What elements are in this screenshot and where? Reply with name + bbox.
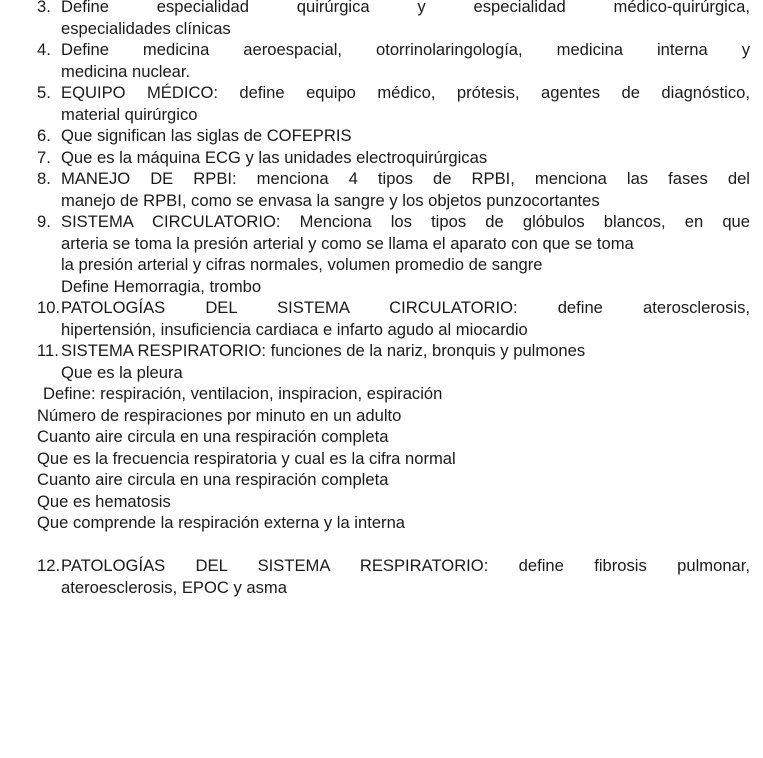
question-number: 7. (37, 147, 51, 167)
respiratory-air-line: Cuanto aire circula en una respiración completa (37, 427, 389, 446)
question-text-line: ateroesclerosis, EPOC y asma (61, 577, 287, 597)
respiratory-air-line-repeat: Cuanto aire circula en una respiración completa (37, 470, 389, 489)
question-number: 11. (37, 341, 59, 360)
question-text-line: SISTEMA RESPIRATORIO: funciones de la nariz, bronquis y pulmones (61, 341, 586, 360)
question-number: 5. (37, 83, 51, 102)
respiratory-external-internal-line: Que comprende la respiración externa y la interna (37, 513, 406, 532)
question-text-line: medicina nuclear. (61, 61, 191, 81)
question-text-line: EQUIPO MÉDICO: define equipo médico, prótesis, agentes de diagnóstico, (61, 83, 750, 102)
question-text-line: SISTEMA CIRCULATORIO: Menciona los tipos de glóbulos blancos, en que (61, 212, 750, 231)
question-item (0, 340, 763, 383)
question-number: 9. (37, 212, 51, 231)
question-item (0, 555, 763, 598)
spacer (0, 534, 763, 556)
question-number: 3. (37, 0, 51, 16)
question-item (0, 168, 763, 211)
respiratory-define-line: Define: respiración, ventilacion, inspiracion, espiración (43, 384, 443, 403)
question-text-line: Que significan las siglas de COFEPRIS (61, 126, 352, 145)
respiratory-hematosis-line: Que es hematosis (37, 491, 171, 511)
question-text-line: especialidades clínicas (61, 18, 231, 38)
question-text-line: hipertensión, insuficiencia cardiaca e infarto agudo al miocardio (61, 319, 528, 339)
respiratory-breaths-line: Número de respiraciones por minuto en un adulto (37, 405, 402, 425)
question-text-line: material quirúrgico (61, 104, 198, 124)
question-text-line: Que es la máquina ECG y las unidades electroquirúrgicas (61, 147, 488, 167)
question-number: 8. (37, 169, 51, 188)
question-number: 6. (37, 126, 51, 145)
question-item (0, 147, 763, 169)
question-text-line: Define especialidad quirúrgica y especialidad médico-quirúrgica, (61, 0, 750, 16)
question-text-line: Define Hemorragia, trombo (61, 276, 262, 296)
question-text-line: Define medicina aeroespacial, otorrinolaringología, medicina interna y (61, 40, 750, 59)
question-item (0, 211, 763, 297)
question-text-line: manejo de RPBI, como se envasa la sangre y los objetos punzocortantes (61, 190, 600, 210)
question-number: 10. (37, 298, 61, 317)
question-item (0, 39, 763, 82)
question-text-line: PATOLOGÍAS DEL SISTEMA CIRCULATORIO: define aterosclerosis, (61, 298, 750, 317)
question-text-line: MANEJO DE RPBI: menciona 4 tipos de RPBI, menciona las fases del (61, 169, 750, 188)
question-text-line: arteria se toma la presión arterial y como se llama el aparato con que se toma (61, 233, 634, 253)
question-text-line: PATOLOGÍAS DEL SISTEMA RESPIRATORIO: define fibrosis pulmonar, (61, 556, 750, 575)
question-item (0, 82, 763, 125)
question-item (0, 297, 763, 340)
question-item (0, 125, 763, 147)
question-text-line: Que es la pleura (61, 362, 183, 382)
question-item (0, 0, 763, 39)
question-text-line: la presión arterial y cifras normales, volumen promedio de sangre (61, 255, 543, 274)
respiratory-frequency-line: Que es la frecuencia respiratoria y cual es la cifra normal (37, 448, 456, 468)
question-number: 12. (37, 556, 61, 575)
question-number: 4. (37, 40, 51, 59)
